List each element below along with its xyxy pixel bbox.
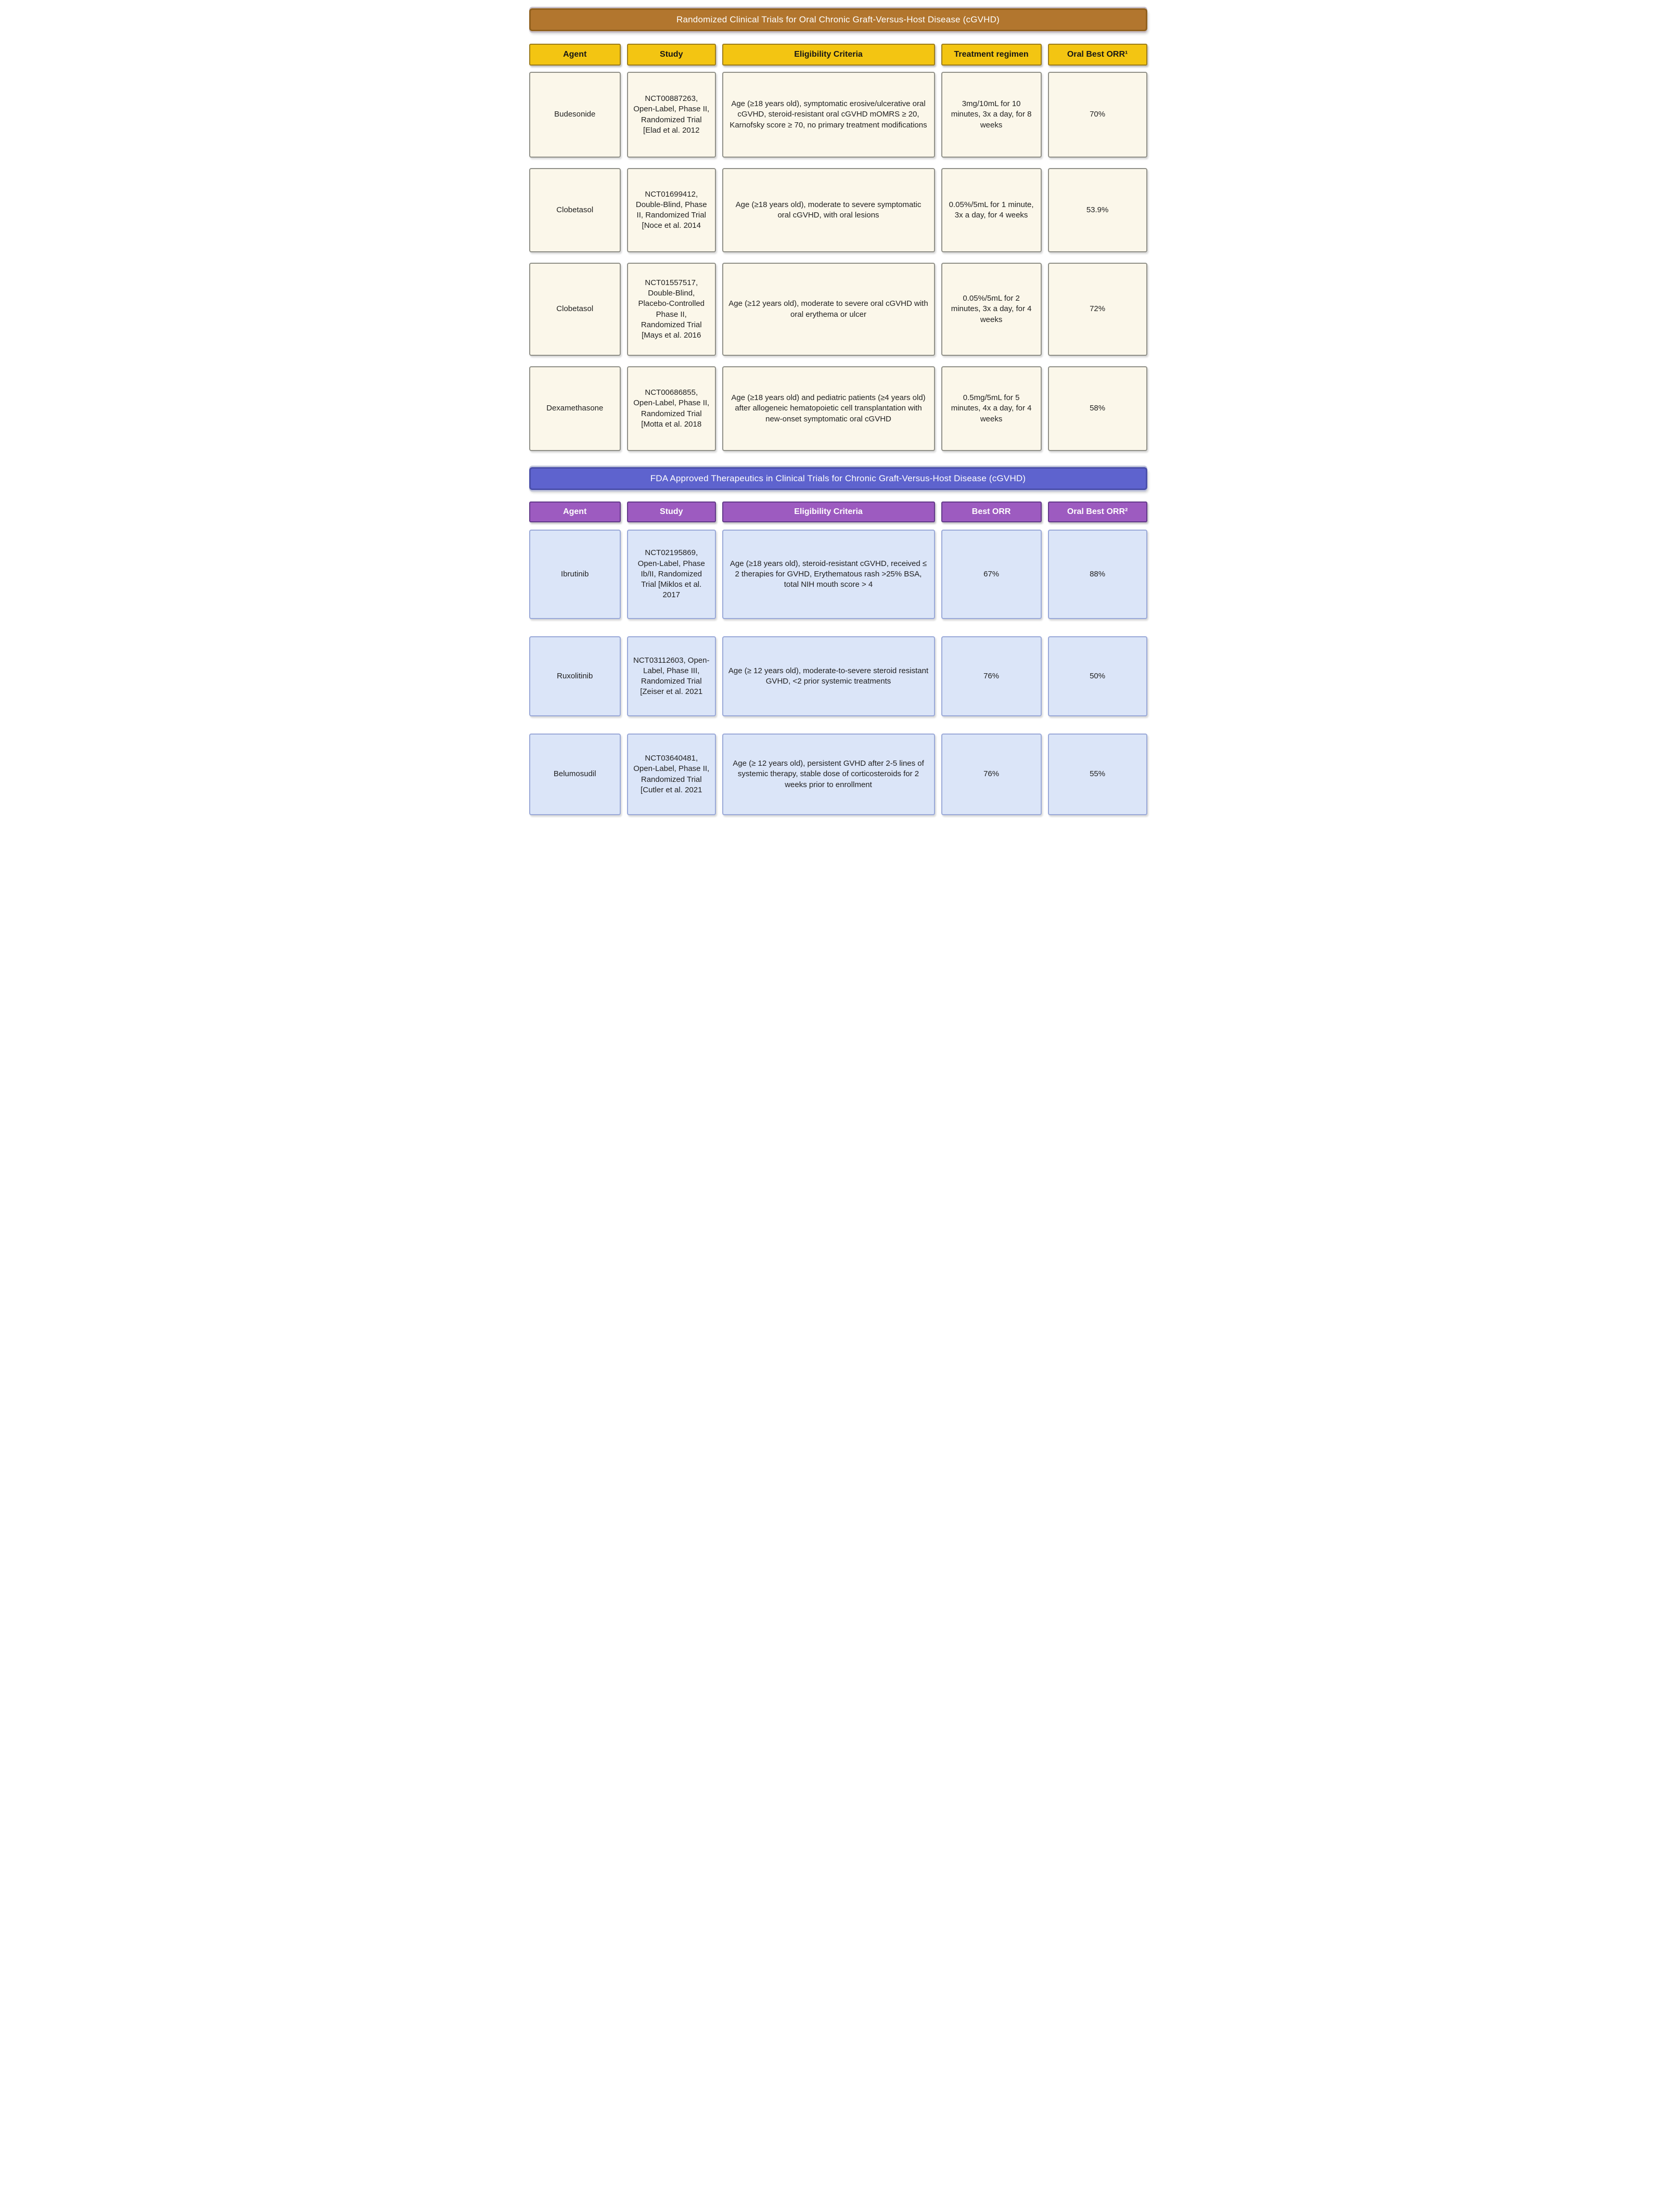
table1-title-bar [529, 8, 1147, 31]
cell-study: NCT03640481, Open-Label, Phase II, Randomized Trial [Cutler et al. 2021 [627, 734, 716, 815]
table-row [529, 636, 1147, 716]
figure-page [524, 0, 1153, 830]
cell-eligibility: Age (≥18 years old), steroid-resistant cGVHD, received ≤ 2 therapies for GVHD, Erythematous rash >25% BSA, total NIH mouth score > 4 [722, 530, 935, 619]
cell-eligibility: Age (≥12 years old), moderate to severe oral cGVHD with oral erythema or ulcer [722, 263, 935, 356]
table1-column-header-regimen: Treatment regimen [941, 44, 1042, 66]
cell-best-orr: 67% [941, 530, 1042, 619]
table-row [529, 530, 1147, 619]
cell-oral-best-orr: 72% [1048, 263, 1147, 356]
cell-agent: Ruxolitinib [529, 636, 621, 716]
cell-study: NCT02195869, Open-Label, Phase Ib/II, Randomized Trial [Miklos et al. 2017 [627, 530, 716, 619]
cell-agent: Budesonide [529, 72, 621, 158]
cell-oral-best-orr: 50% [1048, 636, 1147, 716]
table-row [529, 168, 1147, 252]
table1-column-header-agent: Agent [529, 44, 621, 66]
cell-agent: Dexamethasone [529, 366, 621, 451]
table2-title: FDA Approved Therapeutics in Clinical Trials for Chronic Graft-Versus-Host Disease (cGVHD) [650, 473, 1026, 483]
cell-agent: Ibrutinib [529, 530, 621, 619]
table1-column-header-study: Study [627, 44, 716, 66]
cell-oral-best-orr: 70% [1048, 72, 1147, 158]
cell-study: NCT01699412, Double-Blind, Phase II, Randomized Trial [Noce et al. 2014 [627, 168, 716, 252]
cell-eligibility: Age (≥18 years old), symptomatic erosive/ulcerative oral cGVHD, steroid-resistant oral cGVHD mOMRS ≥ 20, Karnofsky score ≥ 70, no primary treatment modifications [722, 72, 935, 158]
cell-agent: Clobetasol [529, 168, 621, 252]
cell-best-orr: 76% [941, 636, 1042, 716]
cell-oral-best-orr: 53.9% [1048, 168, 1147, 252]
table2-title-bar [529, 467, 1147, 490]
table1-column-header-eligibility: Eligibility Criteria [722, 44, 935, 66]
cell-study: NCT00887263, Open-Label, Phase II, Randomized Trial [Elad et al. 2012 [627, 72, 716, 158]
table-row [529, 72, 1147, 158]
table1-header-row [529, 44, 1147, 66]
table2-header-row [529, 501, 1147, 522]
cell-study: NCT03112603, Open-Label, Phase III, Randomized Trial [Zeiser et al. 2021 [627, 636, 716, 716]
cell-best-orr: 76% [941, 734, 1042, 815]
table-row [529, 734, 1147, 815]
table-row [529, 263, 1147, 356]
cell-regimen: 3mg/10mL for 10 minutes, 3x a day, for 8 weeks [941, 72, 1042, 158]
cell-agent: Belumosudil [529, 734, 621, 815]
cell-agent: Clobetasol [529, 263, 621, 356]
cell-regimen: 0.05%/5mL for 1 minute, 3x a day, for 4 weeks [941, 168, 1042, 252]
table-row [529, 366, 1147, 451]
cell-study: NCT01557517, Double-Blind, Placebo-Controlled Phase II, Randomized Trial [Mays et al. 2016 [627, 263, 716, 356]
cell-oral-best-orr: 58% [1048, 366, 1147, 451]
table1-title: Randomized Clinical Trials for Oral Chronic Graft-Versus-Host Disease (cGVHD) [676, 15, 1000, 24]
cell-oral-best-orr: 55% [1048, 734, 1147, 815]
table2-column-header-best-orr: Best ORR [941, 501, 1042, 522]
cell-regimen: 0.5mg/5mL for 5 minutes, 4x a day, for 4 weeks [941, 366, 1042, 451]
table2-column-header-eligibility: Eligibility Criteria [722, 501, 935, 522]
cell-regimen: 0.05%/5mL for 2 minutes, 3x a day, for 4 weeks [941, 263, 1042, 356]
cell-study: NCT00686855, Open-Label, Phase II, Randomized Trial [Motta et al. 2018 [627, 366, 716, 451]
table1-column-header-oral-best-orr: Oral Best ORR¹ [1048, 44, 1147, 66]
cell-eligibility: Age (≥18 years old) and pediatric patients (≥4 years old) after allogeneic hematopoietic cell transplantation with new-onset symptomatic oral cGVHD [722, 366, 935, 451]
cell-oral-best-orr: 88% [1048, 530, 1147, 619]
table2-column-header-study: Study [627, 501, 716, 522]
cell-eligibility: Age (≥ 12 years old), moderate-to-severe steroid resistant GVHD, <2 prior systemic treatments [722, 636, 935, 716]
cell-eligibility: Age (≥ 12 years old), persistent GVHD after 2-5 lines of systemic therapy, stable dose of corticosteroids for 2 weeks prior to enrollment [722, 734, 935, 815]
table2-column-header-oral-best-orr: Oral Best ORR² [1048, 501, 1147, 522]
cell-eligibility: Age (≥18 years old), moderate to severe symptomatic oral cGVHD, with oral lesions [722, 168, 935, 252]
table2-column-header-agent: Agent [529, 501, 621, 522]
